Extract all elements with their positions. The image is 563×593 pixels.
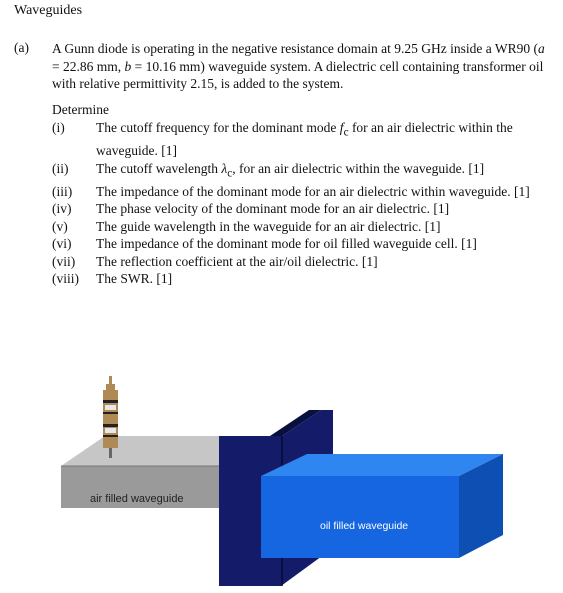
diode-pin (109, 448, 112, 458)
question-item (52, 270, 557, 288)
question-number: (viii) (52, 271, 79, 287)
math-symbol: λ (221, 160, 228, 176)
question-text-part: The cutoff frequency for the dominant mode (96, 120, 340, 135)
question-text-part: The SWR. [1] (96, 271, 173, 287)
determine-label: Determine (52, 102, 109, 117)
question-item (52, 218, 557, 236)
diode-highlight (105, 428, 116, 433)
diode-cap (109, 376, 112, 384)
air-waveguide-label: air filled waveguide (90, 493, 184, 505)
question-text (96, 119, 557, 160)
part-label: (a) (14, 40, 29, 55)
question-item (52, 119, 557, 160)
question-number: (vi) (52, 236, 72, 252)
question-number: (v) (52, 218, 68, 234)
diode-highlight (105, 405, 116, 410)
question-text (96, 160, 557, 183)
question-text (96, 235, 557, 253)
waveguide-illustration (55, 372, 525, 588)
question-number: (iii) (52, 183, 73, 199)
diode-band (103, 400, 118, 403)
diode-band (103, 424, 118, 427)
question-text (96, 183, 557, 201)
question-text (96, 270, 557, 288)
intro-text-2: = 22.86 mm, (52, 58, 125, 74)
oil-waveguide-front (261, 476, 459, 558)
question-list (52, 119, 557, 288)
question-text (96, 253, 557, 271)
math-subscript: c (227, 167, 233, 180)
question-text (96, 218, 557, 236)
question-text-part: The phase velocity of the dominant mode for an air dielectric. [1] (96, 201, 450, 217)
intro-text-3: = 10.16 mm) waveguide system. A dielectric cell containing transformer oil with relative permittivity 2.15, is added to the system. (52, 58, 544, 91)
math-subscript: c (343, 126, 349, 139)
waveguide-figure (55, 372, 525, 593)
question-item (52, 200, 557, 218)
oil-waveguide-label: oil filled waveguide (320, 520, 409, 532)
question-text-part: for an air dielectric within the waveguide. [1] (96, 120, 513, 159)
question-number: (i) (52, 120, 65, 135)
section-heading: Waveguides (14, 3, 83, 18)
problem-statement (52, 40, 552, 93)
question-item (52, 235, 557, 253)
question-text-part: The cutoff wavelength (96, 160, 222, 176)
math-symbol: f (339, 120, 344, 135)
question-text-part: , for an air dielectric within the waveguide. [1] (232, 160, 485, 176)
question-text-part: The impedance of the dominant mode for an air dielectric within waveguide. [1] (96, 183, 530, 199)
question-number: (iv) (52, 201, 72, 217)
gunn-diode (103, 376, 118, 458)
symbol-a: a (538, 41, 545, 56)
diode-band (103, 435, 118, 437)
question-text (96, 200, 557, 218)
question-item (52, 183, 557, 201)
diode-body (103, 390, 118, 448)
question-text-part: The guide wavelength in the waveguide for an air dielectric. [1] (96, 218, 441, 234)
diode-band (103, 412, 118, 414)
question-item (52, 253, 557, 271)
question-number: (vii) (52, 253, 76, 269)
question-number: (ii) (52, 160, 69, 176)
question-text-part: The reflection coefficient at the air/oil dielectric. [1] (96, 253, 378, 269)
question-text-part: The impedance of the dominant mode for oil filled waveguide cell. [1] (96, 236, 477, 252)
diode-terminal (106, 384, 115, 390)
intro-text-1: A Gunn diode is operating in the negative resistance domain at 9.25 GHz inside a WR90 ( (52, 41, 539, 56)
question-item (52, 160, 557, 183)
symbol-b: b (124, 58, 132, 74)
